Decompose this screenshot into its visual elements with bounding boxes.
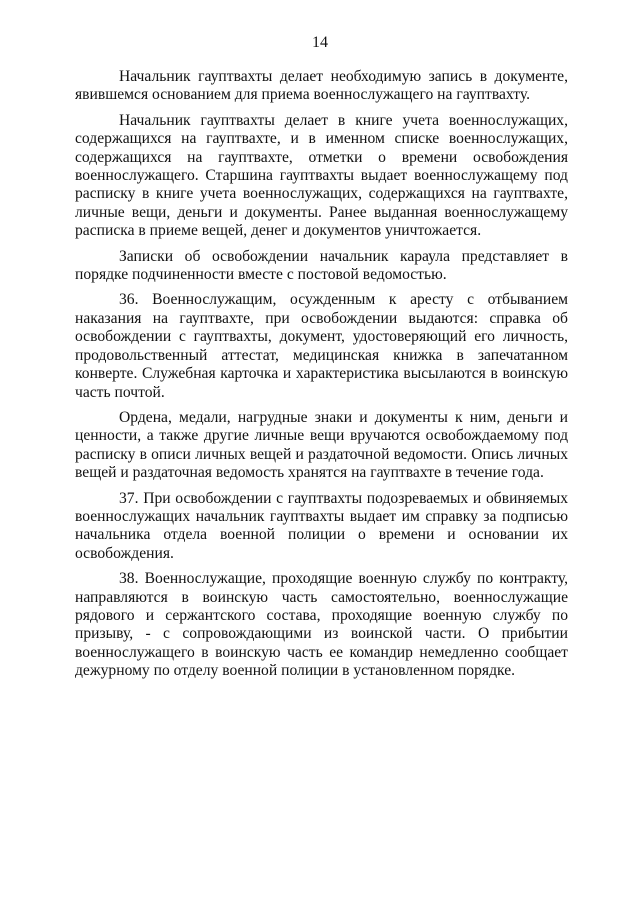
paragraph-awards-valuables: Ордена, медали, нагрудные знаки и документы к ним, деньги и ценности, а также другие личные вещи вручаются освобождаемому под расписку в описи личных вещей и раздаточной ведомости. Опись личных вещей и раздаточная ведомость хранятся на гауптвахте в течение года. [75,408,568,482]
paragraph-release-notes: Записки об освобождении начальник караула представляет в порядке подчиненности вместе с постовой ведомостью. [75,247,568,284]
paragraph-record-entry: Начальник гауптвахты делает необходимую запись в документе, явившемся основанием для приема военнослужащего на гауптвахту. [75,68,568,104]
paragraph-article-36: 36. Военнослужащим, осужденным к аресту с отбыванием наказания на гауптвахте, при освобождении выдаются: справка об освобождении с гауптвахты, документ, удостоверяющий его личность, продовольственный аттестат, медицинская книжка в запечатанном конверте. Служебная карточка и характеристика высылаются в воинскую часть почтой. [75,291,568,401]
page-number: 14 [312,34,328,51]
paragraph-article-38: 38. Военнослужащие, проходящие военную службу по контракту, направляются в воинскую часть самостоятельно, военнослужащие рядового и сержантского состава, проходящие военную службу по призыву, - с сопровождающими из воинской части. О прибытии военнослужащего в воинскую часть ее командир немедленно сообщает дежурному по отделу военной полиции в установленном порядке. [75,570,568,680]
document-body [75,68,568,688]
paragraph-article-37: 37. При освобождении с гауптвахты подозреваемых и обвиняемых военнослужащих начальник гауптвахты выдает им справку за подписью начальника отдела военной полиции о времени и основании их освобождения. [75,489,568,562]
paragraph-release-marks: Начальник гауптвахты делает в книге учета военнослужащих, содержащихся на гауптвахте, и в именном списке военнослужащих, содержащихся на гауптвахте, отметки о времени освобождения военнослужащего. Старшина гауптвахты выдает военнослужащему под расписку в книге учета военнослужащих, содержащихся на гауптвахте, личные вещи, деньги и документы. Ранее выданная военнослужащему расписка в приеме вещей, денег и документов уничтожается. [75,111,568,240]
